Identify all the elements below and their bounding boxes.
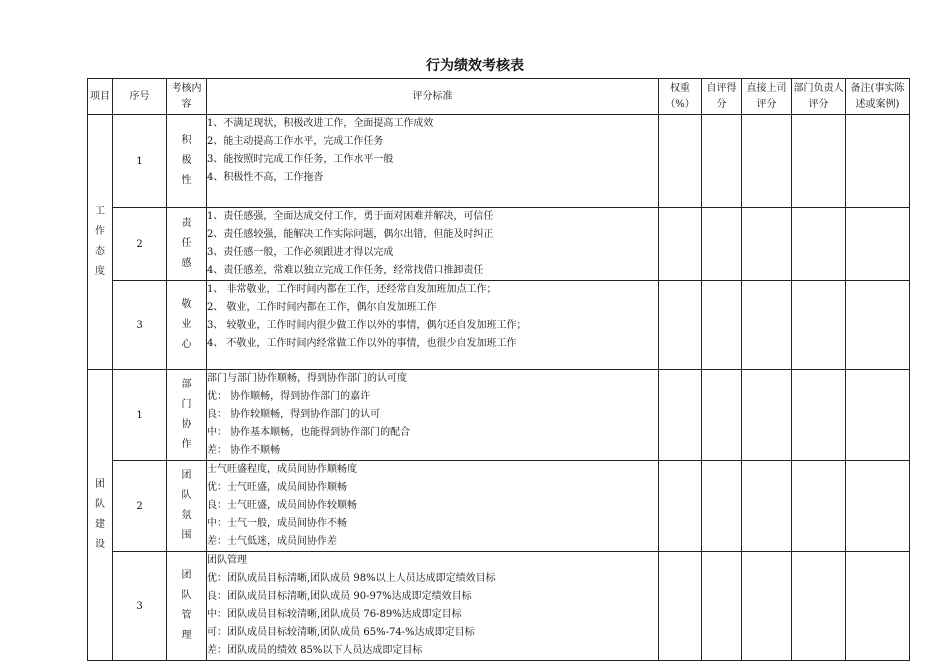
table-row: [88, 461, 910, 552]
criteria-line: 良： 协作较顺畅，得到协作部门的认可: [207, 409, 381, 420]
remark-input[interactable]: [846, 281, 910, 370]
criteria-line: 4、积极性不高，工作拖沓: [207, 172, 324, 183]
weight-input[interactable]: [659, 461, 702, 552]
criteria-line: 差：团队成员的绩效 85%以下人员达成即定目标: [207, 645, 423, 656]
self-score-input[interactable]: [702, 208, 742, 281]
seq-cell: 1: [113, 370, 167, 461]
criteria-line: 3、 较敬业，工作时间内很少做工作以外的事情，偶尔还自发加班工作；: [207, 320, 527, 331]
criteria-line: 部门与部门协作顺畅，得到协作部门的认可度: [207, 373, 407, 384]
criteria-line: 优： 协作顺畅，得到协作部门的嘉许: [207, 391, 371, 402]
table-row: [88, 208, 910, 281]
header-self-score: 自评得分: [702, 79, 742, 115]
criteria-cell: [207, 552, 659, 661]
criteria-line: 3、责任感一般，工作必须跟进才得以完成: [207, 247, 394, 258]
header-remark: 备注(事实陈述或案例): [846, 79, 910, 115]
criteria-line: 中：团队成员目标较清晰,团队成员 76-89%达成即定目标: [207, 609, 462, 620]
header-weight: 权重（%）: [659, 79, 702, 115]
seq-cell: 3: [113, 552, 167, 661]
criteria-line: 良：士气旺盛，成员间协作较顺畅: [207, 500, 357, 511]
dept-head-score-input[interactable]: [792, 208, 846, 281]
criteria-line: 中：士气一般，成员间协作不畅: [207, 518, 347, 529]
weight-input[interactable]: [659, 208, 702, 281]
remark-input[interactable]: [846, 370, 910, 461]
criteria-cell: [207, 281, 659, 370]
remark-input[interactable]: [846, 208, 910, 281]
seq-cell: 1: [113, 115, 167, 208]
weight-input[interactable]: [659, 281, 702, 370]
content-cell: 团 队 氛 围: [167, 461, 207, 552]
table-row: [88, 370, 910, 461]
criteria-line: 4、 不敬业，工作时间内经常做工作以外的事情，也很少自发加班工作: [207, 338, 517, 349]
table-row: [88, 115, 910, 208]
criteria-cell: [207, 461, 659, 552]
criteria-cell: [207, 208, 659, 281]
header-row: [88, 79, 910, 115]
self-score-input[interactable]: [702, 461, 742, 552]
supervisor-score-input[interactable]: [742, 370, 792, 461]
weight-input[interactable]: [659, 370, 702, 461]
criteria-line: 可：团队成员目标较清晰,团队成员 65%-74-%达成即定目标: [207, 627, 475, 638]
criteria-line: 4、责任感差，常难以独立完成工作任务，经常找借口推卸责任: [207, 265, 484, 276]
criteria-line: 差：士气低迷，成员间协作差: [207, 536, 337, 547]
header-content: 考核内容: [167, 79, 207, 115]
weight-input[interactable]: [659, 552, 702, 661]
category-cell: 工 作 态 度: [88, 115, 113, 370]
supervisor-score-input[interactable]: [742, 115, 792, 208]
criteria-line: 1、责任感强，全面达成交付工作，勇于面对困难并解决，可信任: [207, 211, 494, 222]
dept-head-score-input[interactable]: [792, 552, 846, 661]
dept-head-score-input[interactable]: [792, 281, 846, 370]
weight-input[interactable]: [659, 115, 702, 208]
criteria-line: 中： 协作基本顺畅，也能得到协作部门的配合: [207, 427, 411, 438]
content-cell: 部 门 协 作: [167, 370, 207, 461]
content-cell: 积 极 性: [167, 115, 207, 208]
remark-input[interactable]: [846, 115, 910, 208]
remark-input[interactable]: [846, 461, 910, 552]
page-title: 行为绩效考核表: [426, 58, 524, 74]
header-dept-head-score: 部门负责人评分: [792, 79, 846, 115]
criteria-line: 2、能主动提高工作水平，完成工作任务: [207, 136, 384, 147]
supervisor-score-input[interactable]: [742, 208, 792, 281]
criteria-line: 差： 协作不顺畅: [207, 445, 281, 456]
seq-cell: 3: [113, 281, 167, 370]
content-cell: 团 队 管 理: [167, 552, 207, 661]
self-score-input[interactable]: [702, 370, 742, 461]
dept-head-score-input[interactable]: [792, 370, 846, 461]
supervisor-score-input[interactable]: [742, 552, 792, 661]
criteria-line: 1、 非常敬业，工作时间内都在工作，还经常自发加班加点工作；: [207, 284, 497, 295]
dept-head-score-input[interactable]: [792, 461, 846, 552]
criteria-line: 1、不满足现状，积极改进工作，全面提高工作成效: [207, 118, 434, 129]
criteria-line: 士气旺盛程度，成员间协作顺畅度: [207, 464, 357, 475]
criteria-line: 3、能按照时完成工作任务，工作水平一般: [207, 154, 394, 165]
dept-head-score-input[interactable]: [792, 115, 846, 208]
criteria-line: 2、责任感较强，能解决工作实际问题，偶尔出错，但能及时纠正: [207, 229, 494, 240]
supervisor-score-input[interactable]: [742, 281, 792, 370]
seq-cell: 2: [113, 208, 167, 281]
seq-cell: 2: [113, 461, 167, 552]
header-item: 项目: [88, 79, 113, 115]
criteria-line: 良：团队成员目标清晰,团队成员 90-97%达成即定绩效目标: [207, 591, 472, 602]
assessment-table: [87, 78, 910, 661]
content-cell: 责 任 感: [167, 208, 207, 281]
criteria-cell: [207, 370, 659, 461]
table-row: [88, 552, 910, 661]
self-score-input[interactable]: [702, 115, 742, 208]
remark-input[interactable]: [846, 552, 910, 661]
criteria-cell: [207, 115, 659, 208]
header-supervisor-score: 直接上司评分: [742, 79, 792, 115]
criteria-line: 优：团队成员目标清晰,团队成员 98%以上人员达成即定绩效目标: [207, 573, 496, 584]
criteria-line: 2、 敬业，工作时间内都在工作，偶尔自发加班工作: [207, 302, 437, 313]
header-seq: 序号: [113, 79, 167, 115]
self-score-input[interactable]: [702, 281, 742, 370]
header-criteria: 评分标准: [207, 79, 659, 115]
category-cell: 团 队 建 设: [88, 370, 113, 661]
criteria-line: 优：士气旺盛，成员间协作顺畅: [207, 482, 347, 493]
self-score-input[interactable]: [702, 552, 742, 661]
content-cell: 敬 业 心: [167, 281, 207, 370]
supervisor-score-input[interactable]: [742, 461, 792, 552]
table-row: [88, 281, 910, 370]
criteria-line: 团队管理: [207, 555, 247, 566]
